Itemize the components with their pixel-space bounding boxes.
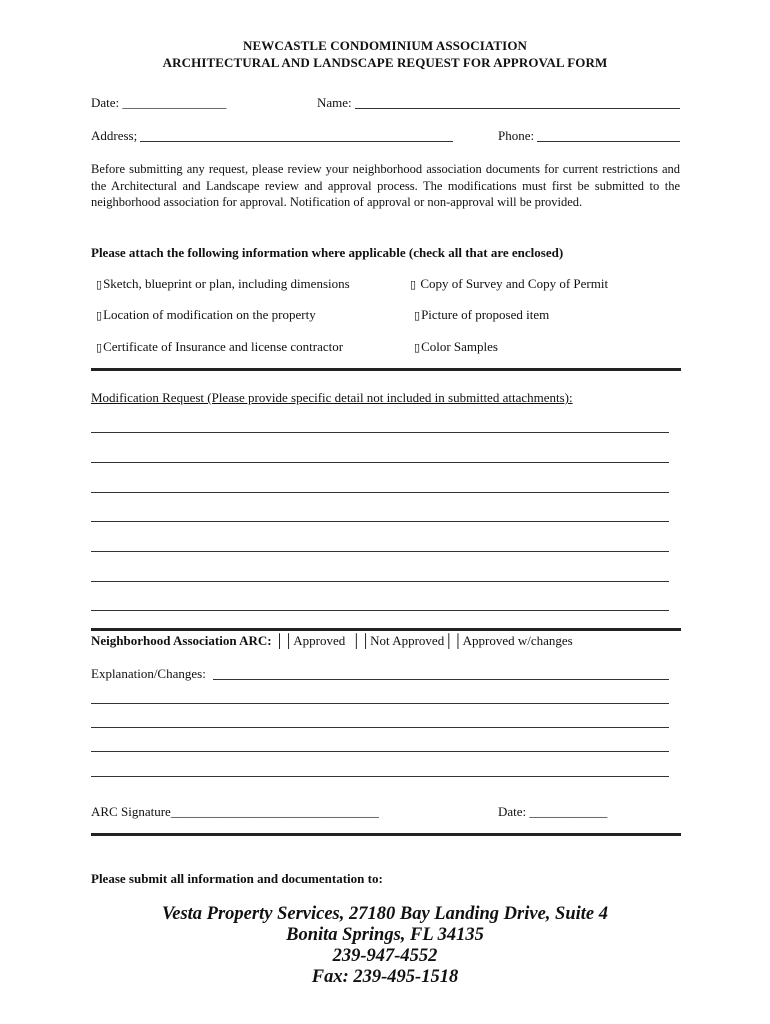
section-divider xyxy=(91,368,681,371)
modification-line[interactable] xyxy=(91,521,669,522)
name-field-label: Name: xyxy=(317,95,352,110)
explanation-line[interactable] xyxy=(91,703,669,704)
address-field-line[interactable] xyxy=(140,141,453,142)
section-divider xyxy=(91,628,681,631)
submit-heading: Please submit all information and documentation to: xyxy=(91,871,383,886)
attachment-item-label: Location of modification on the property xyxy=(103,307,316,322)
date-field-label: Date: ________________ xyxy=(91,95,227,110)
attachments-heading: Please attach the following information where applicable (check all that are enclosed) xyxy=(91,245,564,260)
checkbox-icon[interactable]: ▯ xyxy=(96,310,103,322)
name-field-line[interactable] xyxy=(355,108,680,109)
arc-signature-row xyxy=(91,804,379,820)
arc-label: Neighborhood Association ARC: xyxy=(91,633,275,648)
checkbox-icon[interactable]: ▯ xyxy=(96,342,103,354)
checkbox-icon[interactable]: ▯ xyxy=(414,310,421,322)
company-address-line: Vesta Property Services, 27180 Bay Landing Drive, Suite 4 xyxy=(161,904,609,924)
arc-signature-line[interactable]: ________________________________ xyxy=(170,804,379,819)
explanation-line[interactable] xyxy=(91,751,669,752)
modification-line[interactable] xyxy=(91,492,669,493)
approved-option[interactable]: ││Approved xyxy=(274,633,346,648)
attachment-item-location[interactable] xyxy=(96,307,316,323)
explanation-line[interactable] xyxy=(91,776,669,777)
checkbox-icon[interactable]: ▯ xyxy=(410,279,417,291)
modification-request-label: Modification Request (Please provide specific detail not included in submitted attachments): xyxy=(91,390,573,405)
modification-line[interactable] xyxy=(91,610,669,611)
attachment-item-insurance[interactable] xyxy=(96,339,343,355)
attachment-item-survey[interactable] xyxy=(410,276,608,292)
arc-date-field[interactable]: Date: ____________ xyxy=(498,804,608,819)
address-field-label: Address; xyxy=(91,128,138,143)
modification-line[interactable] xyxy=(91,462,669,463)
attachment-item-label: Sketch, blueprint or plan, including dimensions xyxy=(103,276,350,291)
modification-line[interactable] xyxy=(91,581,669,582)
phone-number: 239-947-4552 xyxy=(332,946,438,966)
attachment-item-label: Certificate of Insurance and license contractor xyxy=(103,339,344,354)
attachment-item-sketch[interactable] xyxy=(96,276,350,292)
explanation-line[interactable] xyxy=(213,679,669,680)
explanation-label: Explanation/Changes: xyxy=(91,666,206,681)
modification-line[interactable] xyxy=(91,432,669,433)
phone-field-label: Phone: xyxy=(498,128,535,143)
modification-line[interactable] xyxy=(91,551,669,552)
section-divider xyxy=(91,833,681,836)
attachment-item-picture[interactable] xyxy=(414,307,549,323)
org-title: NEWCASTLE CONDOMINIUM ASSOCIATION xyxy=(242,38,528,53)
checkbox-icon[interactable]: ▯ xyxy=(414,342,421,354)
not-approved-option[interactable]: ││Not Approved xyxy=(351,633,445,648)
approved-with-changes-option[interactable]: ││Approved w/changes xyxy=(444,633,573,648)
city-state-line: Bonita Springs, FL 34135 xyxy=(286,925,484,945)
attachment-item-label: Copy of Survey and Copy of Permit xyxy=(417,276,609,291)
phone-field-line[interactable] xyxy=(537,141,680,142)
explanation-line[interactable] xyxy=(91,727,669,728)
attachment-item-label: Color Samples xyxy=(421,339,498,354)
fax-number: Fax: 239-495-1518 xyxy=(311,967,459,987)
checkbox-icon[interactable]: ▯ xyxy=(96,279,103,291)
intro-paragraph: Before submitting any request, please review your neighborhood association documents for current restrictions and the Architectural and Landscape review and approval process. The modifications must first be submitted to the neighborhood association for approval. Notification of approval or non-approval will be provided. xyxy=(91,162,680,209)
form-title: ARCHITECTURAL AND LANDSCAPE REQUEST FOR APPROVAL FORM xyxy=(162,55,608,70)
arc-approval-row xyxy=(91,633,573,649)
attachment-item-label: Picture of proposed item xyxy=(421,307,550,322)
attachment-item-color[interactable] xyxy=(414,339,498,355)
arc-signature-label: ARC Signature xyxy=(91,804,171,819)
